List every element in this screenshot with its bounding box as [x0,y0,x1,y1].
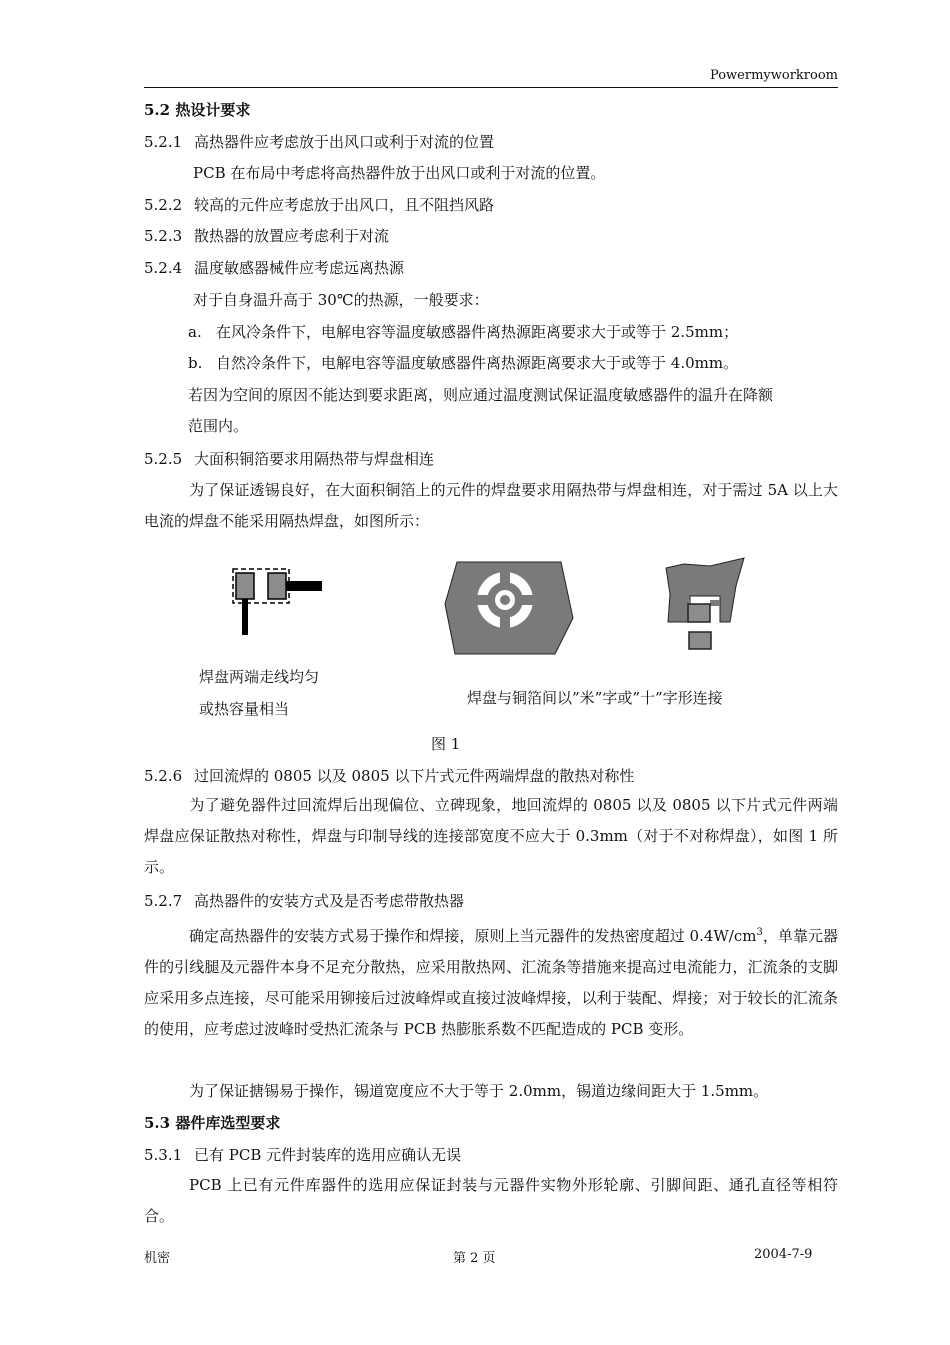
list-marker: b. [188,354,203,372]
section-number: 5.2.4 [144,259,183,277]
figure-caption-left-1: 焊盘两端走线均匀 [199,668,320,686]
thermal-relief-smd-figure [664,556,746,652]
section-5-2-6-body: 为了避免器件过回流焊后出现偏位、立碑现象，地回流焊的 0805 以及 0805 以下片式元件两端焊盘应保证散热对称性，焊盘与印制导线的连接部宽度不应大于 0.3mm（对于不对称焊盘），如图 1 所示。 [144,796,838,876]
section-title: 高热器件的安装方式及是否考虑带散热器 [194,892,465,910]
section-5-3-1-body: PCB 上已有元件库器件的选用应保证封装与元器件实物外形轮廓、引脚间距、通孔直径等相符合。 [144,1176,838,1225]
section-5-2-2-heading [144,195,494,215]
section-number: 5.2.1 [144,133,183,151]
list-item-a [188,322,738,342]
pad-right [268,573,286,599]
header-text: Powermyworkroom [710,68,838,83]
pad-left [236,573,254,599]
section-number: 5.2.5 [144,450,183,468]
section-5-2-3-heading [144,226,389,246]
section-5-2-7-body: 确定高热器件的安装方式易于操作和焊接，原则上当元器件的发热密度超过 $0.4W/cm^3$，单靠元器件的引线腿及元器件本身不足充分散热，应采用散热网、汇流条等措施来提高过电流能力，汇流条的支脚应采用多点连接，尽可能采用铆接后过波峰焊或直接过波峰焊接，以利于装配、焊接；对于较长的汇流条的使用，应考虑过波峰时受热汇流条与 PCB 热膨胀系数不匹配造成的 PCB 变形。 [144,927,838,1038]
footer-page-number: 第 2 页 [453,1251,496,1266]
list-text: 在风冷条件下，电解电容等温度敏感器件离热源距离要求大于或等于 2.5mm； [216,323,739,341]
section-title: 散热器的放置应考虑利于对流 [194,227,390,245]
section-title: 高热器件应考虑放于出风口或利于对流的位置 [194,133,495,151]
header-rule [144,87,838,88]
section-5-2-4-note-line2: 范围内。 [188,417,249,435]
section-5-2-1-body: PCB 在布局中考虑将高热器件放于出风口或利于对流的位置。 [193,164,606,182]
section-number: 5.2.3 [144,227,183,245]
footer-date: 2004-7-9 [754,1247,813,1262]
hole-center [500,595,510,605]
figure-label: 图 1 [431,735,461,753]
list-text: 自然冷条件下，电解电容等温度敏感器件离热源距离要求大于或等于 4.0mm。 [216,354,739,372]
thermal-relief-cross-figure [443,558,578,658]
section-title: 温度敏感器械件应考虑远离热源 [194,259,405,277]
section-5-2-4-heading [144,258,404,278]
section-5-2-7-heading [144,891,464,911]
section-5-2-7-body2: 为了保证搪锡易于操作，锡道宽度应不大于等于 2.0mm，锡道边缘间距大于 1.5mm。 [189,1082,769,1100]
section-5-2-4-note-line1: 若因为空间的原因不能达到要求距离，则应通过温度测试保证温度敏感器件的温升在降额 [188,386,774,404]
smd-pad-bottom [689,632,711,649]
section-5-2-5-body: 为了保证透锡良好，在大面积铜箔上的元件的焊盘要求用隔热带与焊盘相连，对于需过 5A 以上大电流的焊盘不能采用隔热焊盘，如图所示： [144,481,838,530]
section-number: 5.2.2 [144,196,183,214]
section-5-2-6-heading [144,766,634,786]
section-5-2-title: 5.2 热设计要求 [144,101,251,119]
figure-caption-right: 焊盘与铜箔间以”米”字或”十”字形连接 [467,689,723,707]
section-title: 过回流焊的 0805 以及 0805 以下片式元件两端焊盘的散热对称性 [194,767,635,785]
section-title: 已有 PCB 元件封装库的选用应确认无误 [194,1146,462,1164]
spoke-right [710,600,720,606]
figure-caption-left-2: 或热容量相当 [199,700,290,718]
section-5-2-5-heading [144,449,434,469]
section-number: 5.3.1 [144,1146,183,1164]
list-item-b [188,353,738,373]
list-marker: a. [188,323,202,341]
section-title: 大面积铜箔要求用隔热带与焊盘相连 [194,450,435,468]
symmetric-pad-figure [228,565,328,640]
section-5-2-1-heading [144,132,494,152]
section-number: 5.2.6 [144,767,183,785]
footer-left: 机密 [144,1251,171,1266]
section-title: 较高的元件应考虑放于出风口，且不阻挡风路 [194,196,495,214]
section-5-2-4-intro: 对于自身温升高于 30℃的热源，一般要求： [193,291,489,309]
section-number: 5.2.7 [144,892,183,910]
section-5-3-1-heading [144,1145,461,1165]
smd-pad-top [688,604,710,622]
section-5-3-title: 5.3 器件库选型要求 [144,1114,281,1132]
